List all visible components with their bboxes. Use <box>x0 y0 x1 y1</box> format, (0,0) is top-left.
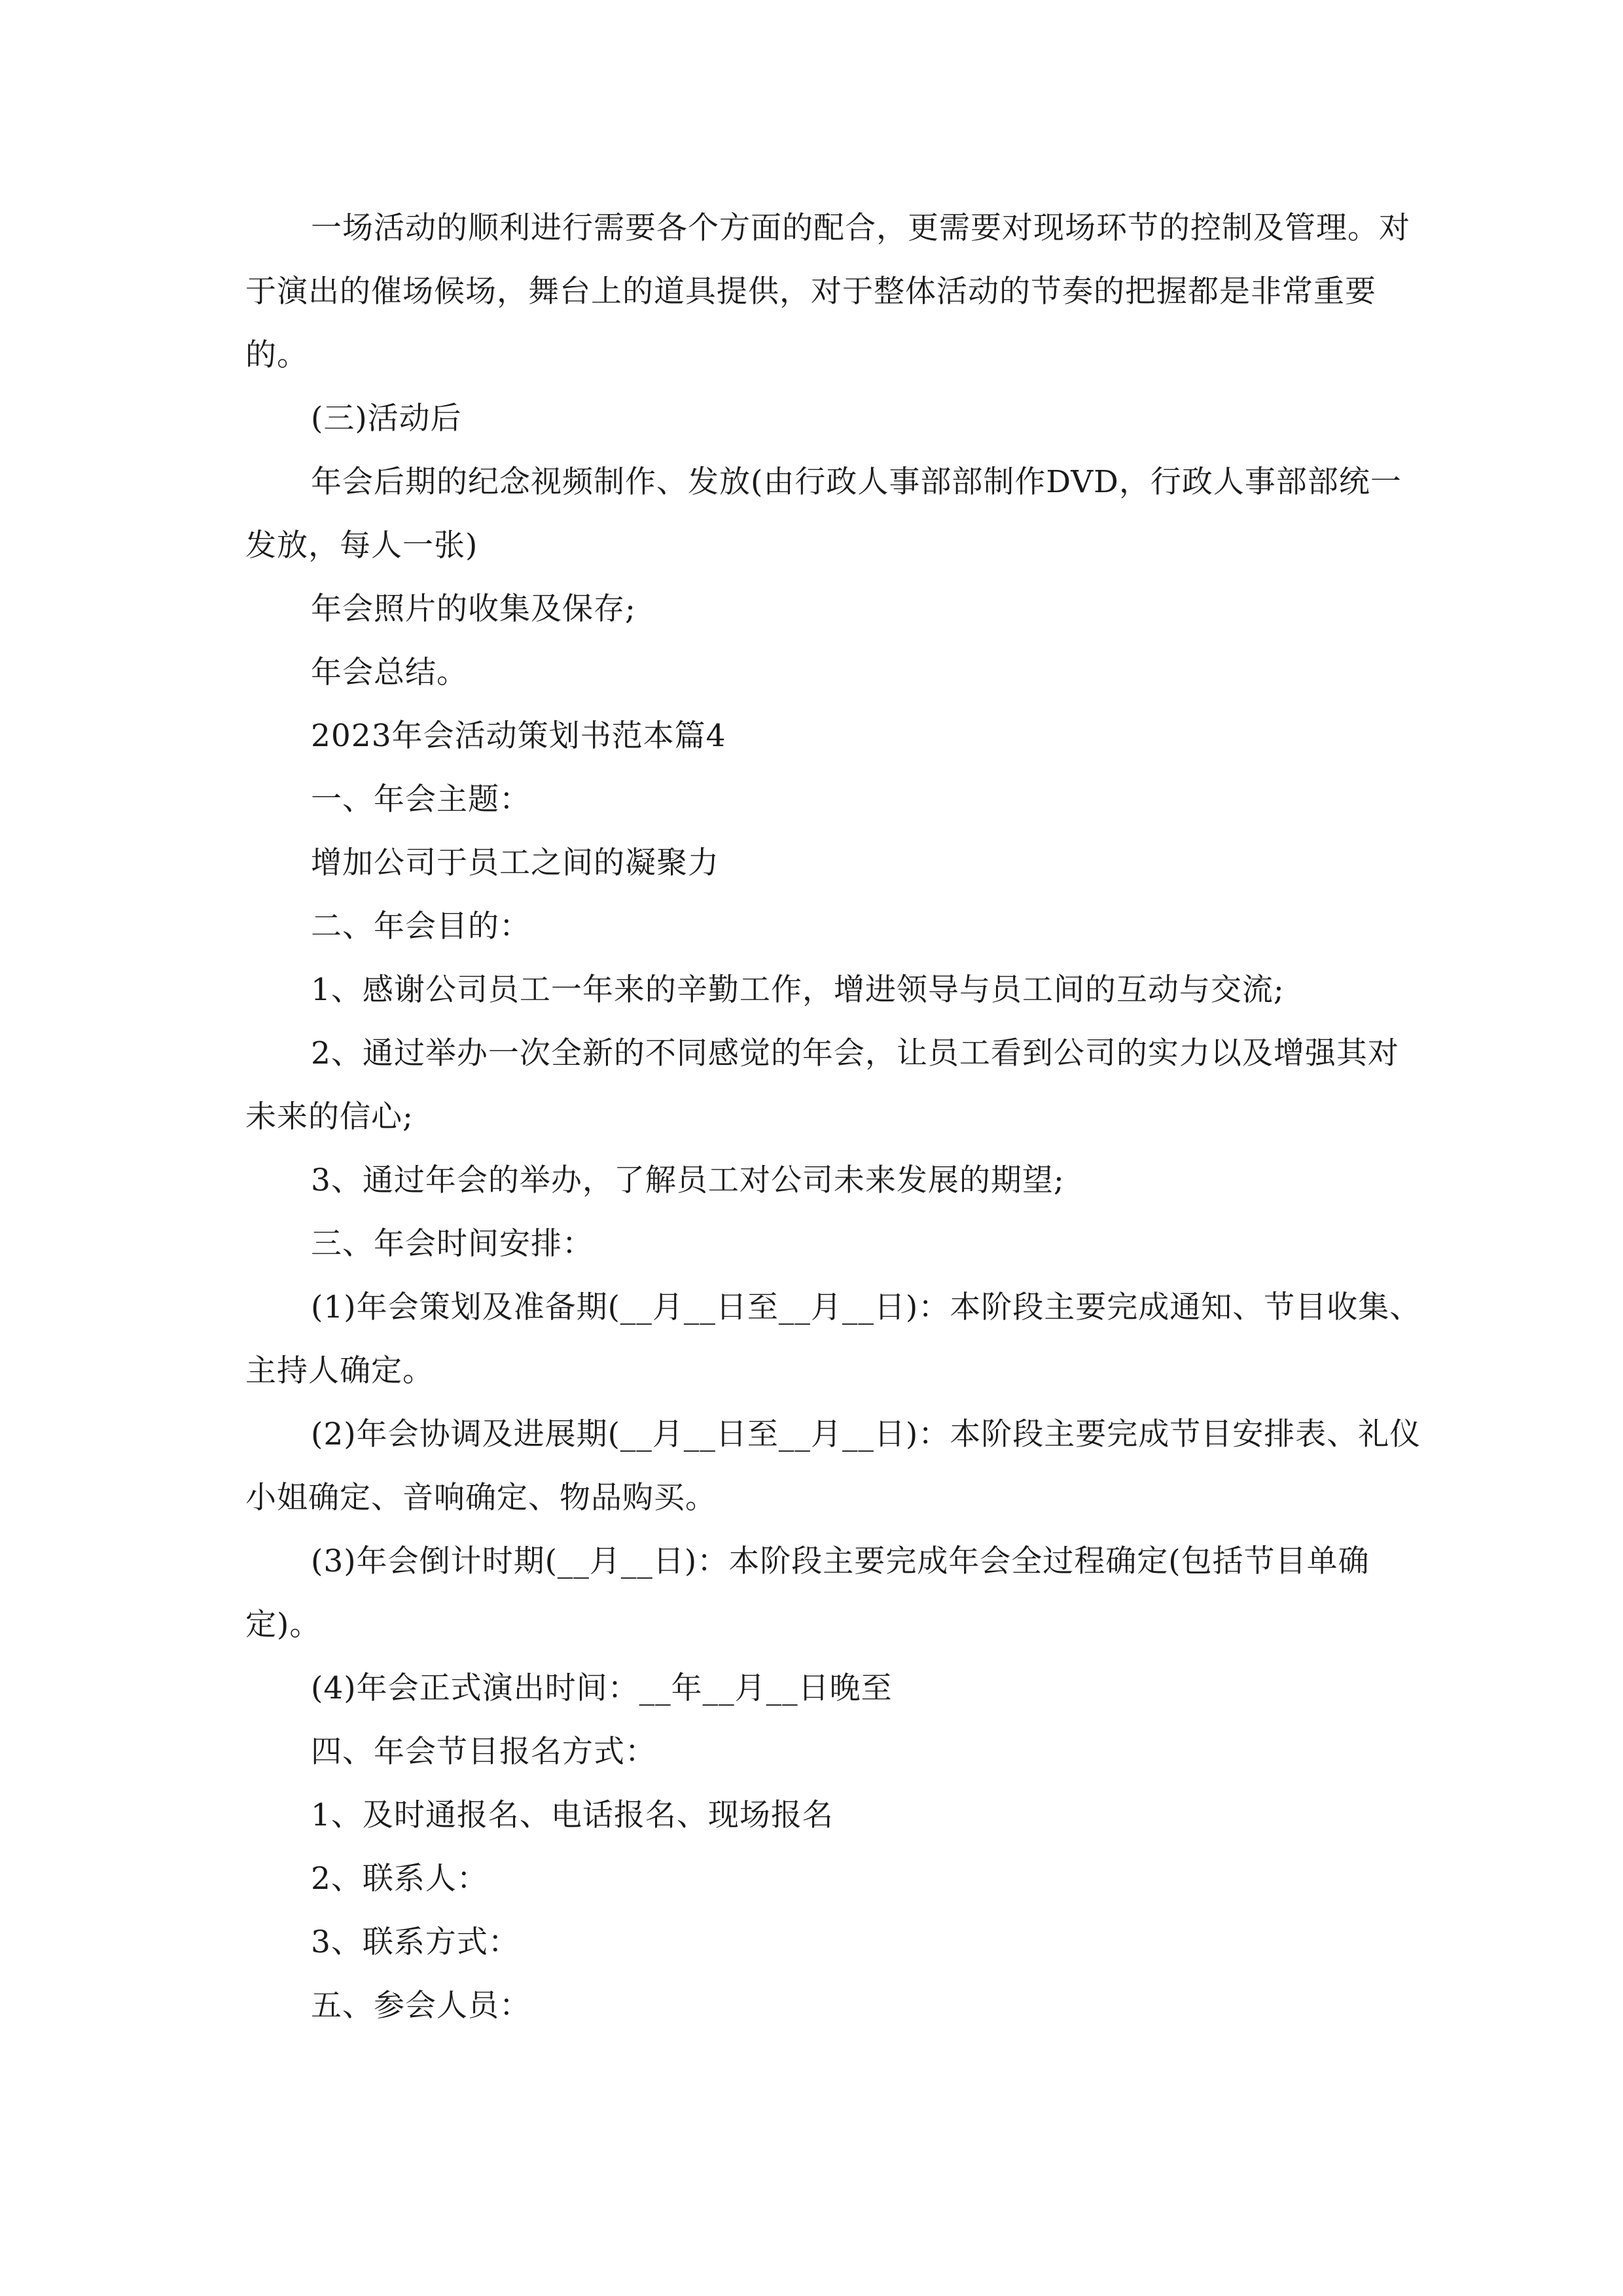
paragraph: (3)年会倒计时期(__月__日)：本阶段主要完成年会全过程确定(包括节目单确定)。 <box>245 1543 1370 1643</box>
paragraph: 三、年会时间安排： <box>311 1226 594 1262</box>
paragraph: 年会总结。 <box>311 655 468 691</box>
paragraph: 二、年会目的： <box>311 908 531 944</box>
section-heading: 2023年会活动策划书范本篇4 <box>311 718 726 754</box>
paragraph: 2、通过举办一次全新的不同感觉的年会，让员工看到公司的实力以及增强其对未来的信心; <box>245 1035 1399 1135</box>
paragraph: 年会后期的纪念视频制作、发放(由行政人事部部制作DVD，行政人事部部统一发放，每人一张) <box>245 464 1402 564</box>
document-body <box>245 196 1423 2037</box>
paragraph: (1)年会策划及准备期(__月__日至__月__日)：本阶段主要完成通知、节目收集、主持人确定。 <box>245 1289 1421 1389</box>
paragraph: 3、通过年会的举办，了解员工对公司未来发展的期望; <box>311 1162 1065 1198</box>
paragraph: 1、及时通报名、电话报名、现场报名 <box>311 1797 834 1833</box>
paragraph: 四、年会节目报名方式： <box>311 1734 656 1770</box>
paragraph: (2)年会协调及进展期(__月__日至__月__日)：本阶段主要完成节目安排表、礼仪小姐确定、音响确定、物品购买。 <box>245 1416 1421 1516</box>
paragraph: 五、参会人员： <box>311 1988 531 2024</box>
paragraph: 3、联系方式： <box>311 1924 520 1960</box>
paragraph: 1、感谢公司员工一年来的辛勤工作，增进领导与员工间的互动与交流; <box>311 972 1285 1008</box>
paragraph: 增加公司于员工之间的凝聚力 <box>311 845 719 881</box>
paragraph: (三)活动后 <box>311 401 462 437</box>
paragraph: 年会照片的收集及保存; <box>311 591 636 627</box>
paragraph: 2、联系人： <box>311 1861 488 1897</box>
paragraph: 一场活动的顺利进行需要各个方面的配合，更需要对现场环节的控制及管理。对于演出的催场候场，舞台上的道具提供，对于整体活动的节奏的把握都是非常重要的。 <box>245 210 1410 373</box>
paragraph: (4)年会正式演出时间：__年__月__日晚至 <box>311 1670 893 1706</box>
paragraph: 一、年会主题： <box>311 781 531 817</box>
